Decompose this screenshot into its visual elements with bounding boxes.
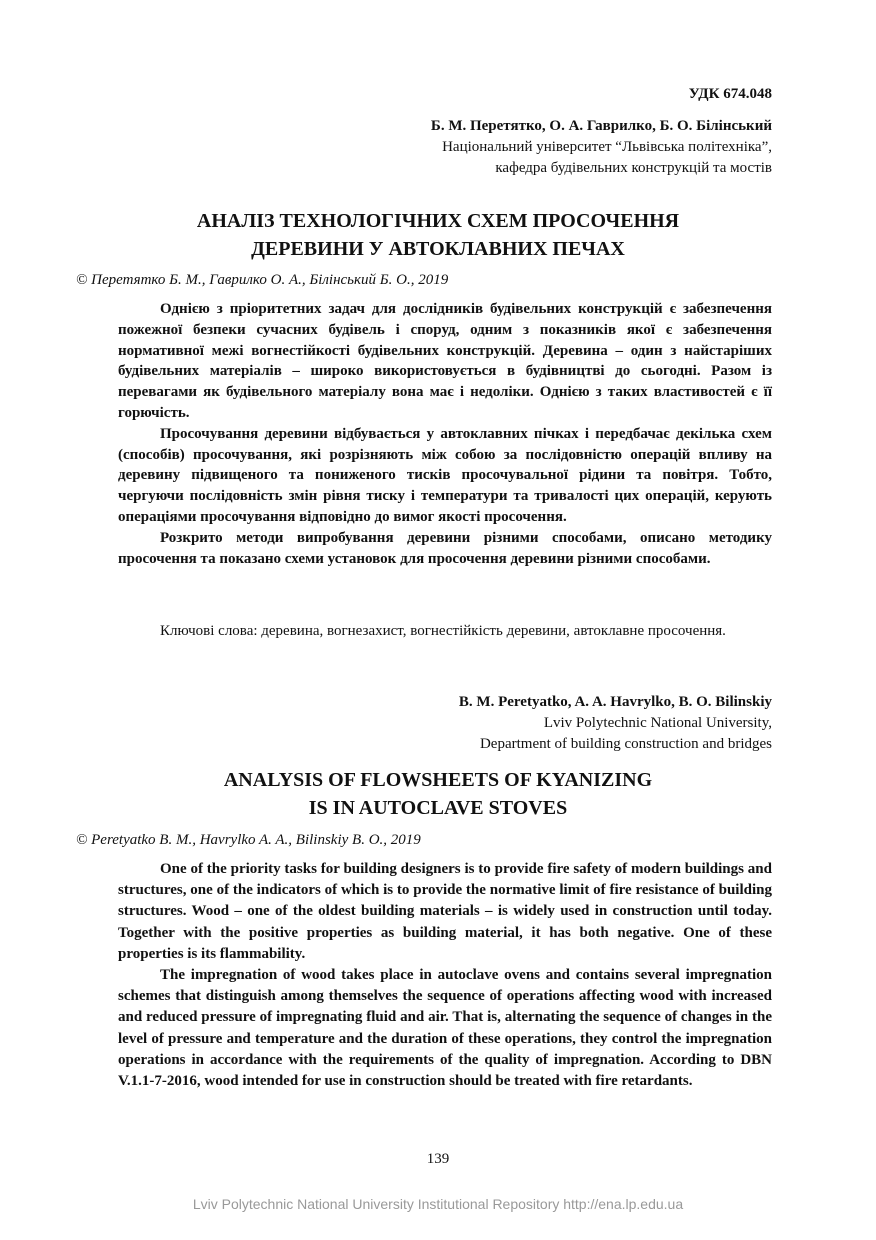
ua-affiliation-line-1: Національний університет “Львівська політехніка”, <box>442 139 772 155</box>
en-copyright: © Peretyatko B. M., Havrylko A. A., Bilinskiy B. O., 2019 <box>76 832 421 848</box>
en-authors: B. M. Peretyatko, A. A. Havrylko, B. O. Bilinskiy <box>458 694 772 710</box>
en-title-line-2: IS IN AUTOCLAVE STOVES <box>308 797 568 819</box>
ua-title-line-2: ДЕРЕВИНИ У АВТОКЛАВНИХ ПЕЧАХ <box>251 238 625 260</box>
ua-abstract-paragraph: Розкрито методи випробування деревини різними способами, описано методику просочення та показано схеми установок для просочення деревини різними способами. <box>118 529 772 567</box>
en-title-line-1: ANALYSIS OF FLOWSHEETS OF KYANIZING <box>223 769 653 791</box>
ua-title-line-1: АНАЛІЗ ТЕХНОЛОГІЧНИХ СХЕМ ПРОСОЧЕННЯ <box>196 210 680 232</box>
en-affiliation-line-2: Department of building construction and bridges <box>479 736 772 752</box>
ua-author-block <box>431 116 772 179</box>
repository-footer: Lviv Polytechnic National University Institutional Repository http://ena.lp.edu.ua <box>192 1196 684 1212</box>
ua-abstract <box>118 299 772 569</box>
ua-copyright: © Перетятко Б. М., Гаврилко О. А., Білінський Б. О., 2019 <box>76 272 449 288</box>
ua-authors: Б. М. Перетятко, О. А. Гаврилко, Б. О. Білінський <box>430 118 772 134</box>
ua-keywords <box>118 621 772 642</box>
ua-affiliation-line-2: кафедра будівельних конструкцій та мостів <box>495 160 772 176</box>
ua-title <box>0 207 876 263</box>
en-abstract <box>118 859 772 1092</box>
ua-abstract-paragraph: Просочування деревини відбувається у автоклавних пічках і передбачає декілька схем (способів) просочування, які розрізняють між собою за послідовністю операцій впливу на деревину підвищеного та пониженого тисків просочувальної рідини та повітря. Тобто, чергуючи послідовність змін рівня тиску і температури та тривалості цих операцій, керують операціями просочування відповідно до вимог якості просочення. <box>118 425 772 525</box>
ua-abstract-paragraph: Однією з пріоритетних задач для дослідників будівельних конструкцій є забезпечення пожежної безпеки сучасних будівель і споруд, одним з показників якої є забезпечення нормативної межі вогнестійкості будівельних конструкцій. Деревина – один з найстаріших будівельних матеріалів – широко використовується в будівництві до сьогодні. Разом із перевагами як будівельного матеріалу вона має і недоліки. Однією з таких властивостей є її горючість. <box>118 301 772 421</box>
en-abstract-paragraph: The impregnation of wood takes place in autoclave ovens and contains several impregnation schemes that distinguish among themselves the sequence of operations affecting wood with increased and reduced pressure of impregnating fluid and air. That is, alternating the sequence of changes in the level of pressure and temperature and the duration of these operations, they control the impregnation operations in accordance with the requirements of the quality of impregnation. According to DBN V.1.1-7-2016, wood intended for use in construction should be treated with fire retardants. <box>118 967 772 1090</box>
en-affiliation-line-1: Lviv Polytechnic National University, <box>543 715 772 731</box>
en-title <box>0 766 876 822</box>
udk-code: УДК 674.048 <box>688 86 772 102</box>
en-abstract-paragraph: One of the priority tasks for building designers is to provide fire safety of modern buildings and structures, one of the indicators of which is to provide the normative limit of fire resistance of building structures. Wood – one of the oldest building materials – is widely used in construction until today. Together with the positive properties as building material, it has both negative. One of these properties is its flammability. <box>118 861 772 962</box>
page-number: 139 <box>426 1151 450 1167</box>
ua-keywords-text: Ключові слова: деревина, вогнезахист, вогнестійкість деревини, автоклавне просочення. <box>160 623 726 639</box>
en-author-block <box>459 692 772 755</box>
